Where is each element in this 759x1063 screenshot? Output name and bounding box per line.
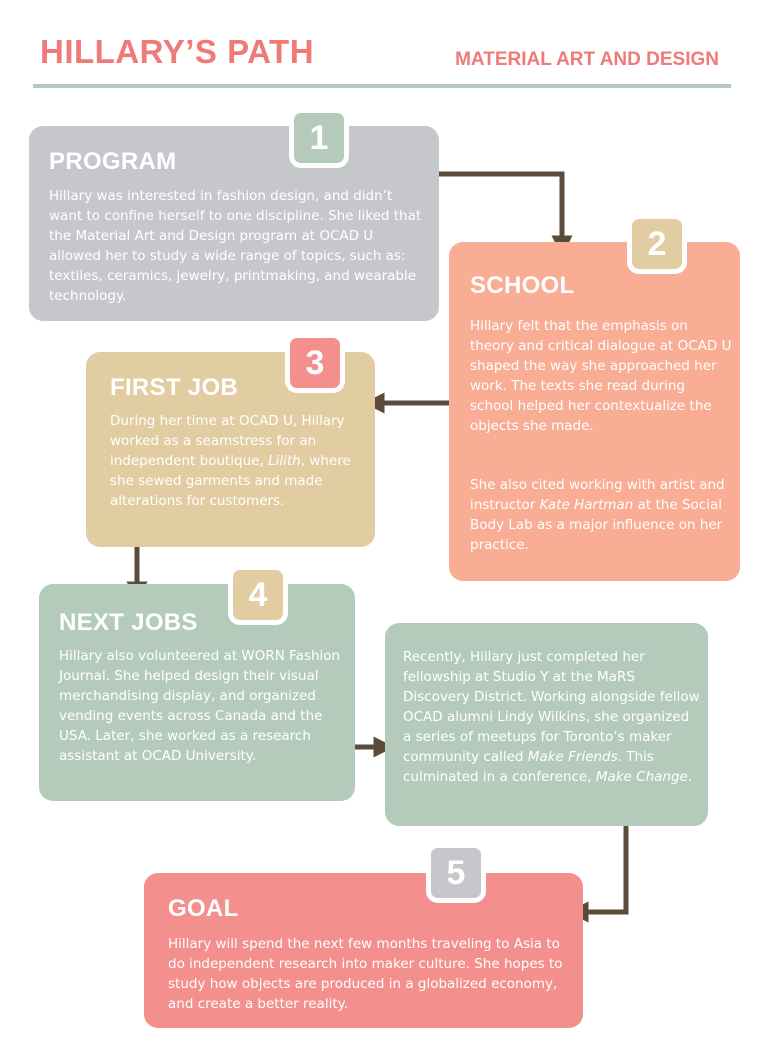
step-3-badge: 3 [285,333,345,393]
school-text-2: She also cited working with artist and instructor Kate Hartman at the Social Body Lab as a major influence on her practice. [470,477,725,553]
page-subtitle: MATERIAL ART AND DESIGN [455,49,719,70]
school-box [449,242,740,581]
page-title: HILLARY’S PATH [40,33,315,70]
lilith-name: Lilith [268,453,301,469]
next-jobs-heading: NEXT JOBS [59,609,198,636]
program-text: Hillary was interested in fashion design, and didn’t want to confine herself to one discipline. She liked that the Material Art and Design program at OCAD U allowed her to study a wide range of topics, such as: textiles, ceramics, jewelry, printmaking, and wearable technology. [49,188,422,304]
step-1-badge: 1 [289,108,349,168]
goal-text: Hillary will spend the next few months traveling to Asia to do independent research into maker culture. She hopes to study how objects are produced in a globalized economy, and create a better reality. [168,936,563,1012]
next-jobs-box [39,584,355,801]
program-box [29,126,439,321]
goal-heading: GOAL [168,895,239,922]
program-heading: PROGRAM [49,148,177,175]
make-friends-name: Make Friends [527,749,618,765]
goal-box [144,873,583,1028]
school-heading: SCHOOL [470,272,575,299]
first-job-heading: FIRST JOB [110,374,239,401]
school-text-1: Hillary felt that the emphasis on theory and critical dialogue at OCAD U shaped the way she approached her work. The texts she read during school helped her contextualize the objects she made. [470,318,732,434]
first-job-text: During her time at OCAD U, Hillary worked as a seamstress for an independent boutique, Lilith, where she sewed garments and made alterations for customers. [110,413,351,509]
make-change-name: Make Change [595,769,688,785]
next-jobs-text: Hillary also volunteered at WORN Fashion Journal. She helped design their visual merchandising display, and organized vending events across Canada and the USA. Later, she worked as a research assistant at OCAD University. [59,648,341,764]
arrow-recent-to-goal [578,820,626,912]
kate-hartman-name: Kate Hartman [539,497,634,513]
step-4-badge: 4 [228,565,288,625]
recent-box [385,623,708,826]
recent-text: Recently, Hillary just completed her fellowship at Studio Y at the MaRS Discovery District. Working alongside fellow OCAD alumni Lindy Wilkins, she organized a series of meetups for Toronto’s maker community called Make Friends. This culminated in a conference, Make Change. [403,649,700,785]
step-2-badge: 2 [627,214,687,274]
step-5-badge: 5 [426,843,486,903]
